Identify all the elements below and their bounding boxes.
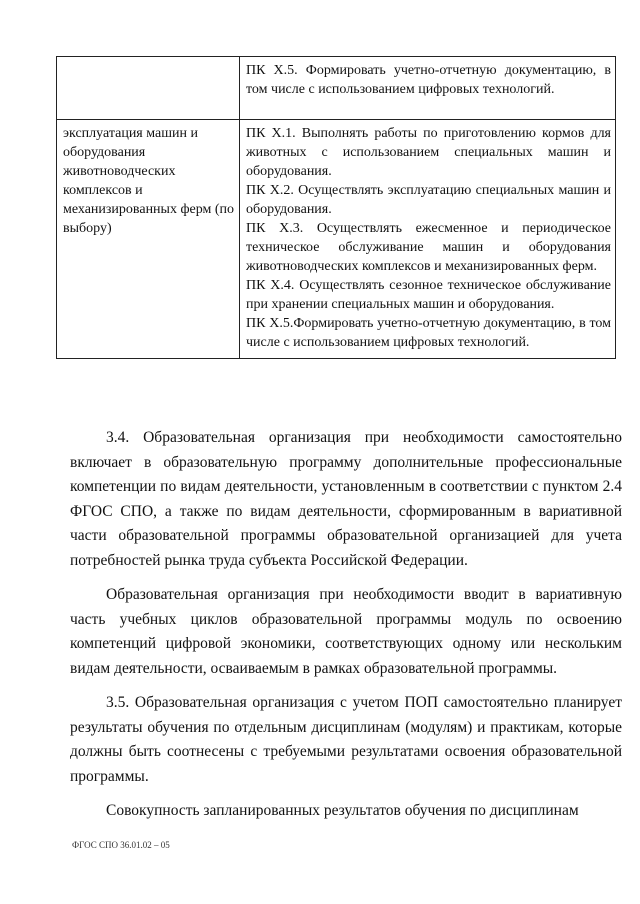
competency-table	[56, 56, 616, 359]
paragraph-results: Совокупность запланированных результатов обучения по дисциплинам	[106, 802, 579, 819]
paragraph-digital-module: Образовательная организация при необходимости вводит в вариативную часть учебных циклов образовательной программы модуль по освоению компетенций цифровой экономики, соответствующих одному или нескольким видам деятельности, осваиваемым в рамках образовательной программы.	[70, 586, 622, 677]
paragraph-3-5: 3.5. Образовательная организация с учетом ПОП самостоятельно планирует результаты обучения по отдельным дисциплинам (модулям) и практикам, которые должны быть соотнесены с требуемыми результатами освоения образовательной программы.	[70, 694, 622, 785]
footer-code: ФГОС СПО 36.01.02 – 05	[72, 840, 170, 850]
activity-cell: эксплуатация машин и оборудования животноводческих комплексов и механизированных ферм (по выбору)	[57, 120, 240, 359]
table-row	[57, 120, 616, 359]
activity-cell	[57, 57, 240, 120]
competency-item: ПК Х.5. Формировать учетно-отчетную документацию, в том числе с использованием цифровых технологий.	[246, 63, 611, 97]
competencies-cell	[240, 57, 616, 120]
body-text	[70, 426, 622, 824]
competency-item: ПК Х.5.Формировать учетно-отчетную документацию, в том числе с использованием цифровых технологий.	[246, 316, 611, 350]
competencies-cell	[240, 120, 616, 359]
competency-item: ПК Х.3. Осуществлять ежесменное и периодическое техническое обслуживание машин и оборудования животноводческих комплексов и механизированных ферм.	[246, 221, 611, 274]
table-row	[57, 57, 616, 120]
paragraph-3-4: 3.4. Образовательная организация при необходимости самостоятельно включает в образовательную программу дополнительные профессиональные компетенции по видам деятельности, установленным в соответствии с пунктом 2.4 ФГОС СПО, а также по видам деятельности, сформированным в вариативной части образовательной программы образовательной организацией для учета потребностей рынка труда субъекта Российской Федерации.	[70, 429, 622, 569]
competency-item: ПК Х.2. Осуществлять эксплуатацию специальных машин и оборудования.	[246, 183, 611, 217]
competency-item: ПК Х.4. Осуществлять сезонное техническое обслуживание при хранении специальных машин и оборудования.	[246, 278, 611, 312]
competency-item: ПК Х.1. Выполнять работы по приготовлению кормов для животных с использованием специальных машин и оборудования.	[246, 126, 611, 179]
